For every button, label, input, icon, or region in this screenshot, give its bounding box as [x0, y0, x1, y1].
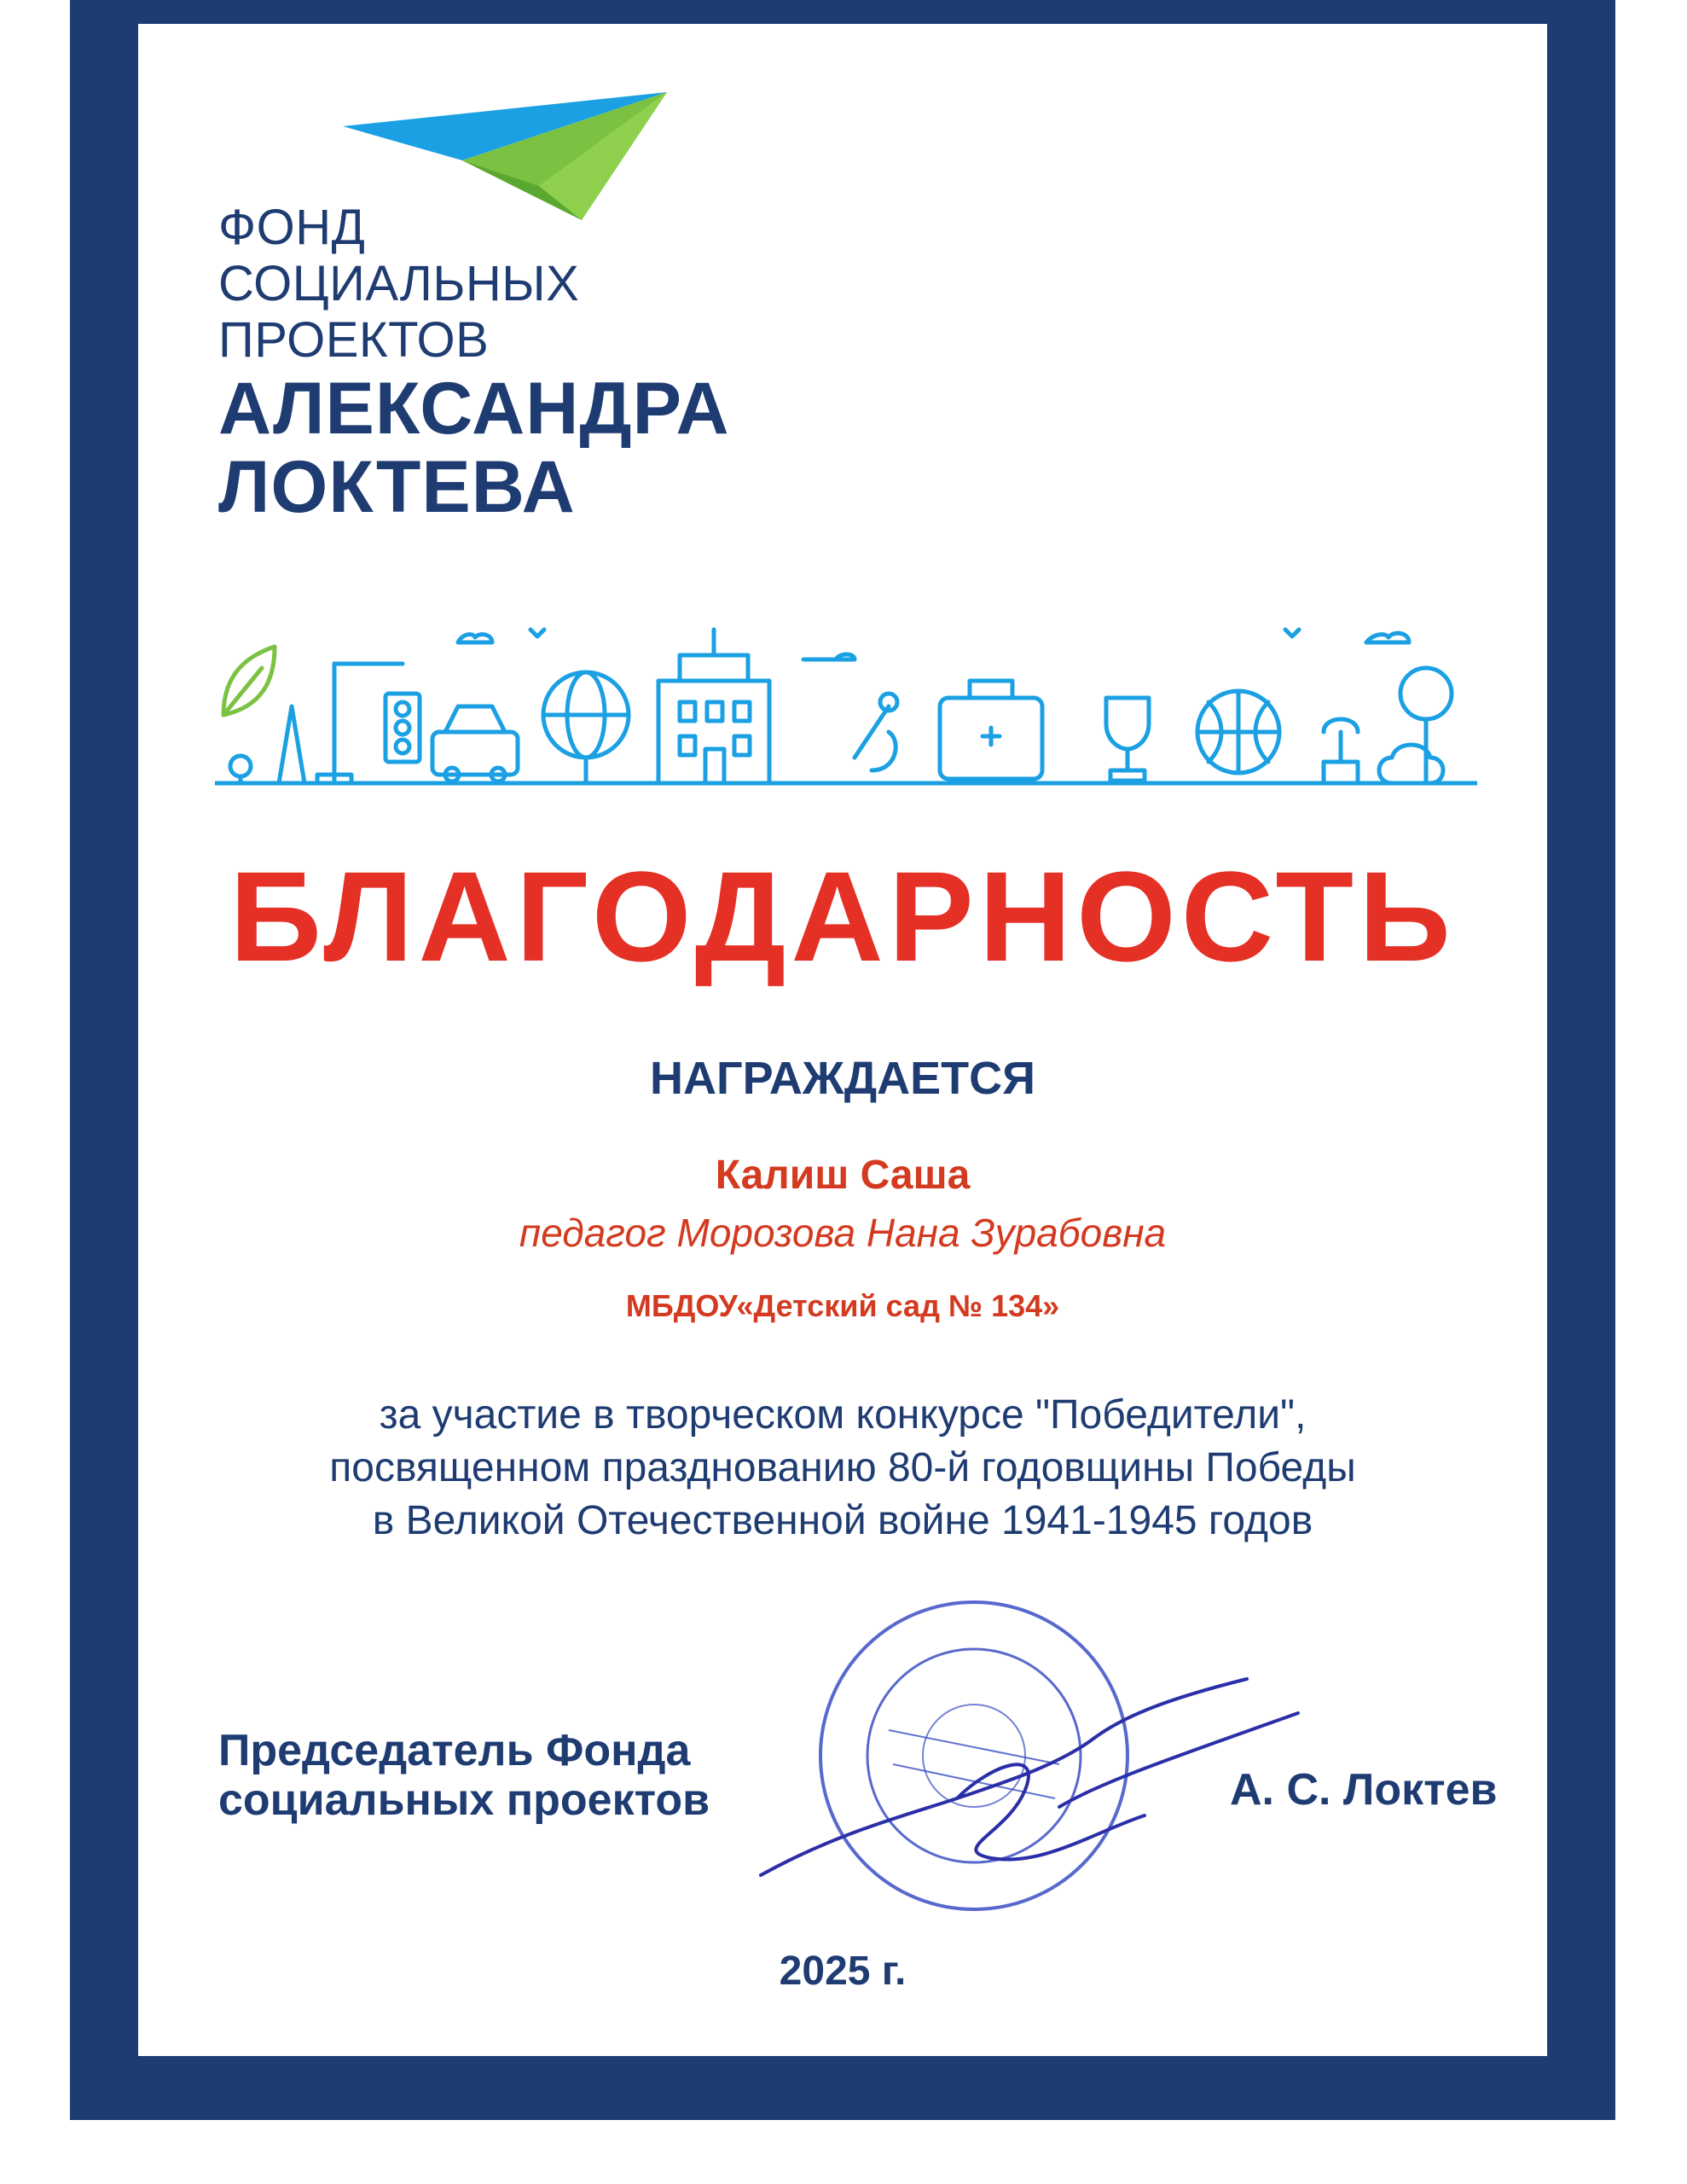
chair-line-2: социальных проектов	[218, 1775, 710, 1825]
certificate-sheet	[138, 24, 1547, 2056]
basketball-icon	[1197, 691, 1279, 773]
foundation-logo-text	[218, 200, 730, 528]
tree-icon	[230, 756, 251, 783]
first-aid-kit-icon	[940, 681, 1042, 779]
school-building-icon	[658, 630, 769, 783]
chair-line-1: Председатель Фонда	[218, 1726, 691, 1775]
trophy-icon	[1106, 698, 1149, 781]
certificate-title: БЛАГОДАРНОСТЬ	[229, 845, 1456, 988]
city-illustration	[215, 613, 1477, 792]
logo-line-2: СОЦИАЛЬНЫХ	[218, 256, 580, 311]
globe-icon	[543, 672, 629, 783]
recipient-name: Калиш Саша	[715, 1153, 971, 1198]
reason-line-1: за участие в творческом конкурсе "Победители",	[379, 1392, 1307, 1438]
reason-line-2: посвященном празднованию 80-й годовщины Победы	[329, 1445, 1356, 1490]
institution-name: МБДОУ«Детский сад № 134»	[625, 1288, 1060, 1323]
cloud-icon	[458, 635, 492, 642]
logo-line-3: ПРОЕКТОВ	[218, 312, 490, 368]
microscope-icon	[846, 694, 897, 783]
award-reason	[138, 1389, 1547, 1548]
cloud-icon	[803, 654, 855, 659]
teacher-name: педагог Морозова Нана Зурабовна	[519, 1211, 1167, 1255]
car-icon	[432, 706, 518, 781]
logo-line-4: АЛЕКСАНДРА	[218, 368, 730, 450]
bird-icon	[530, 630, 544, 636]
certificate-frame	[70, 0, 1615, 2120]
park-tree-icon	[1379, 668, 1452, 783]
leaf-icon	[223, 647, 275, 715]
awarded-label: НАГРАЖДАЕТСЯ	[650, 1053, 1035, 1104]
certificate-year: 2025 г.	[779, 1949, 907, 1994]
traffic-light-icon	[317, 664, 420, 783]
reason-line-3: в Великой Отечественной войне 1941-1945 годов	[372, 1498, 1313, 1543]
logo-line-1: ФОНД	[218, 200, 366, 255]
logo-line-5: ЛОКТЕВА	[218, 446, 576, 528]
fountain-icon	[1324, 719, 1358, 783]
pine-tree-icon	[279, 706, 304, 783]
bird-icon	[1285, 630, 1299, 636]
signer-name: А. С. Локтев	[1230, 1765, 1498, 1815]
cloud-icon	[1366, 633, 1409, 642]
chairman-title	[218, 1726, 710, 1825]
